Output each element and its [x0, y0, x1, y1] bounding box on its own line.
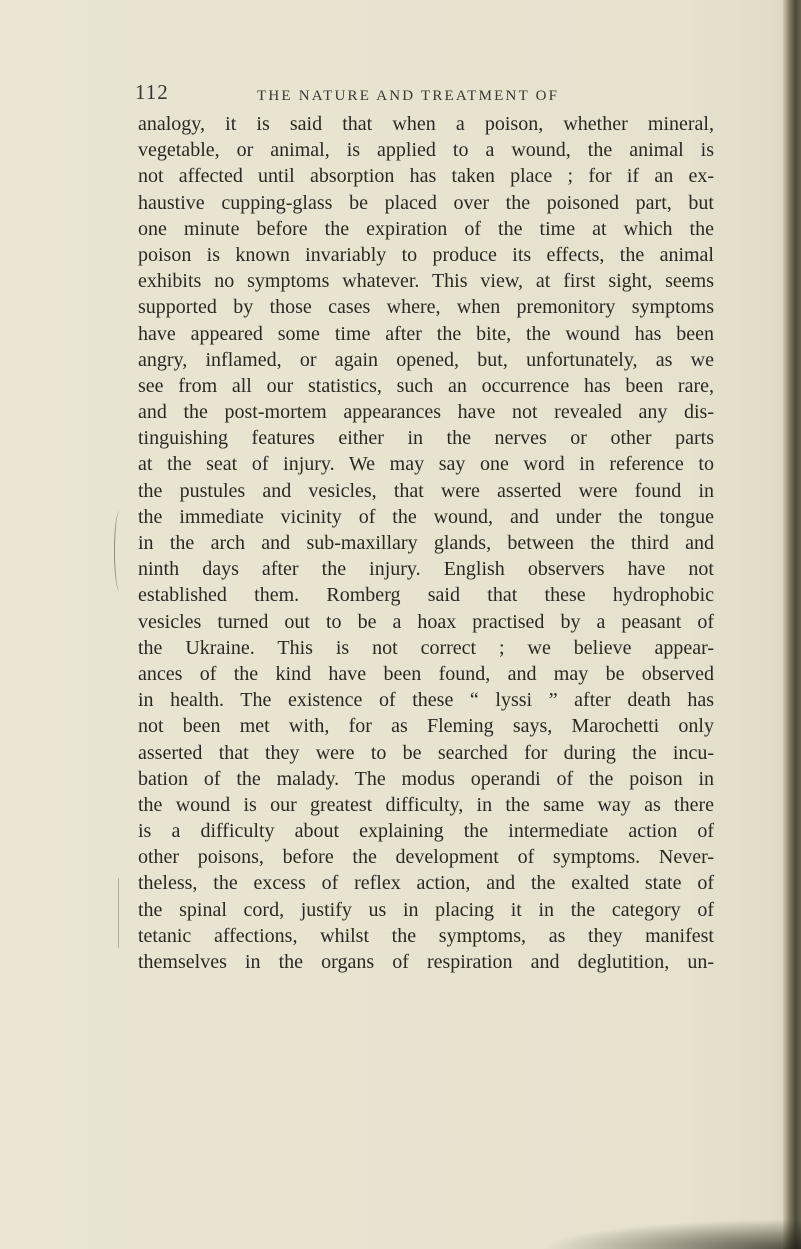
running-head: THE NATURE AND TREATMENT OF — [257, 88, 560, 104]
text-line: bation of the malady. The modus operandi of the poison in — [138, 767, 714, 790]
text-line: in health. The existence of these “ lyssi ” after death has — [138, 689, 714, 712]
text-line: vegetable, or animal, is applied to a wound, the animal is — [138, 139, 714, 162]
text-line: vesicles turned out to be a hoax practised by a peasant of — [138, 610, 714, 633]
text-line: and the post-mortem appearances have not revealed any dis- — [138, 401, 714, 424]
text-line: the Ukraine. This is not correct ; we believe appear- — [138, 636, 714, 659]
text-line: analogy, it is said that when a poison, whether mineral, — [138, 113, 714, 135]
text-line: the immediate vicinity of the wound, and under the tongue — [138, 505, 714, 528]
text-line: supported by those cases where, when premonitory symptoms — [138, 296, 714, 319]
text-line: ances of the kind have been found, and may be observed — [138, 662, 714, 685]
margin-pencil-mark — [114, 511, 125, 591]
text-line: not been met with, for as Fleming says, Marochetti only — [138, 715, 714, 738]
text-line: have appeared some time after the bite, the wound has been — [138, 322, 714, 345]
text-line: one minute before the expiration of the time at which the — [138, 217, 714, 240]
text-line: established them. Romberg said that these hydrophobic — [138, 584, 714, 607]
page-edge-shadow — [783, 0, 801, 1249]
text-line: tinguishing features either in the nerves or other parts — [138, 427, 714, 450]
text-line: other poisons, before the development of symptoms. Never- — [138, 846, 714, 869]
text-line: is a difficulty about explaining the intermediate action of — [138, 820, 714, 843]
text-line: in the arch and sub-maxillary glands, between the third and — [138, 532, 714, 554]
body-text — [138, 111, 714, 975]
text-line: haustive cupping-glass be placed over the poisoned part, but — [138, 191, 714, 214]
text-line: not affected until absorption has taken place ; for if an ex- — [138, 165, 714, 188]
text-line: the pustules and vesicles, that were asserted were found in — [138, 479, 714, 502]
corner-shadow — [541, 1219, 801, 1249]
margin-pencil-mark-lower — [118, 878, 127, 948]
text-line: ninth days after the injury. English observers have not — [138, 558, 714, 581]
text-line: theless, the excess of reflex action, and the exalted state of — [138, 872, 714, 895]
text-line: the spinal cord, justify us in placing it in the category of — [138, 898, 714, 921]
page-header — [135, 80, 735, 112]
page-number: 112 — [135, 80, 169, 104]
text-line: tetanic affections, whilst the symptoms, as they manifest — [138, 924, 714, 947]
text-line: poison is known invariably to produce its effects, the animal — [138, 243, 714, 266]
text-line: see from all our statistics, such an occurrence has been rare, — [138, 374, 714, 397]
text-line: themselves in the organs of respiration and deglutition, un- — [138, 951, 714, 973]
text-line: angry, inflamed, or again opened, but, unfortunately, as we — [138, 348, 714, 371]
text-line: at the seat of injury. We may say one word in reference to — [138, 453, 714, 476]
text-line: exhibits no symptoms whatever. This view, at first sight, seems — [138, 270, 714, 293]
text-line: the wound is our greatest difficulty, in the same way as there — [138, 793, 714, 816]
text-line: asserted that they were to be searched for during the incu- — [138, 741, 714, 764]
